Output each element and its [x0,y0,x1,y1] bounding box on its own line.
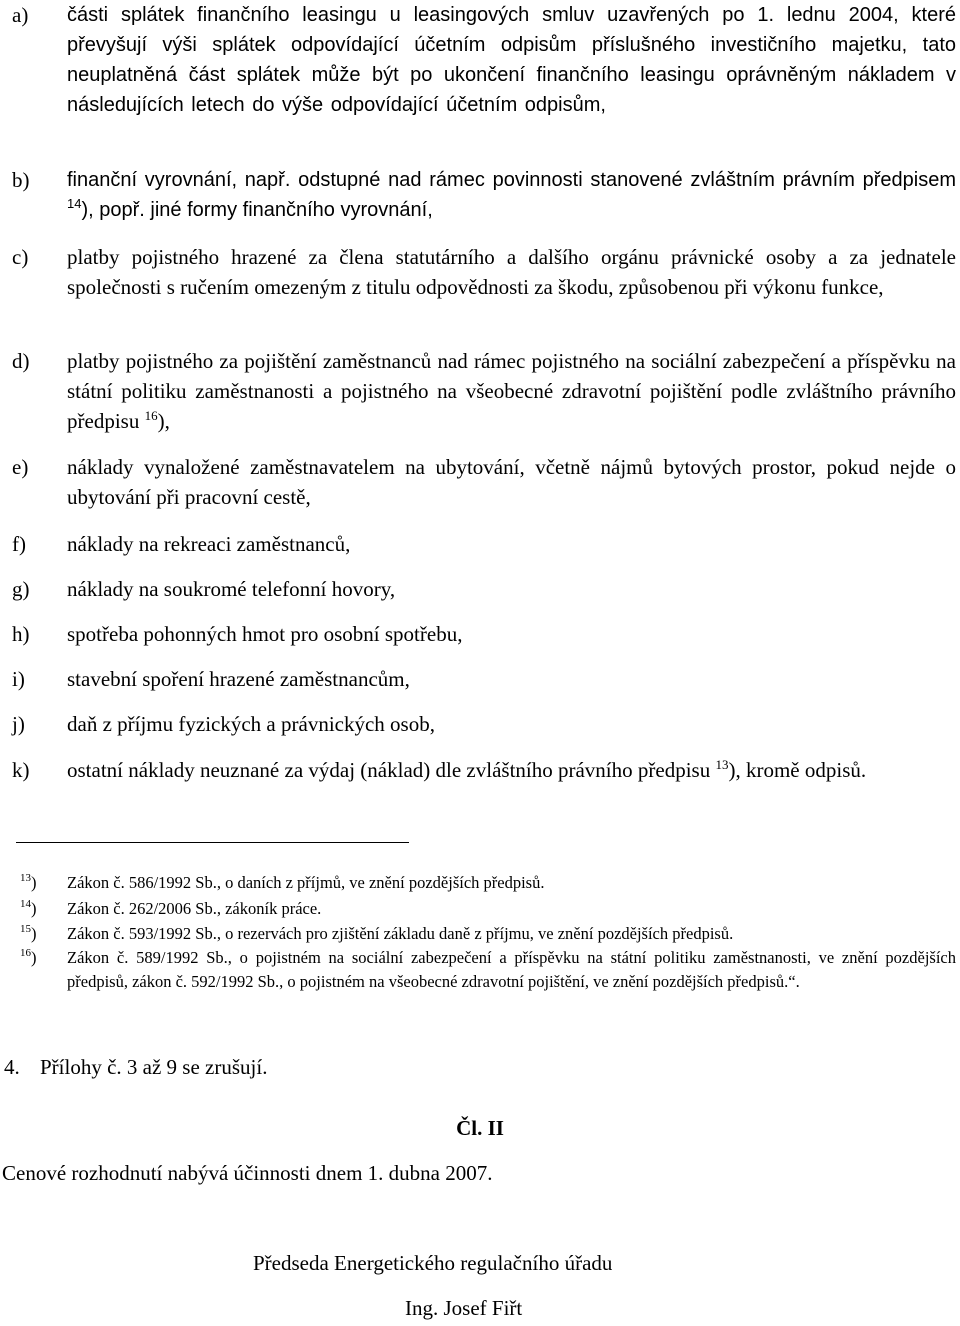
footnote-number: $^{14}$) [20,898,37,918]
item-text: náklady na rekreaci zaměstnanců, [67,532,351,556]
item-label: i) [12,667,25,691]
footnote-number: $^{15}$) [20,923,37,943]
footnote-text: Zákon č. 586/1992 Sb., o daních z příjmů, ve znění pozdějších předpisů. [67,873,545,892]
item-text: spotřeba pohonných hmot pro osobní spotřebu, [67,622,463,646]
footnote-ref: 14 [67,196,82,211]
article-heading: Čl. II [456,1116,504,1140]
footnote-number: $^{13}$) [20,872,37,892]
footnote-number: $^{16}$) [20,947,37,967]
item-text: stavební spoření hrazené zaměstnancům, [67,667,410,691]
item-text-part: finanční vyrovnání, např. odstupné nad rámec povinnosti stanovené zvláštním právním předpisem [67,169,956,191]
footnote-text: Zákon č. 593/1992 Sb., o rezervách pro zjištění základu daně z příjmu, ve znění pozdějších předpisů. [67,924,734,943]
point-number: 4. [4,1055,20,1079]
item-label: f) [12,532,26,556]
item-text: části splátek finančního leasingu u leasingových smluv uzavřených po 1. lednu 2004, které převyšují výši splátek odpovídající účetním odpisům příslušného investičního majetku, tato neuplatněná část splátek může být po ukončení finančního leasingu oprávněným nákladem v následujících letech do výše odpovídající účetním odpisům, [67,4,956,116]
signature-role: Předseda Energetického regulačního úřadu [253,1251,613,1275]
item-label: g) [12,577,30,601]
footnote-text: Zákon č. 589/1992 Sb., o pojistném na sociální zabezpečení a příspěvku na státní politiku zaměstnanosti, ve znění pozdějších předpisů, zákon č. 592/1992 Sb., o pojistném na všeobecné zdravotní pojištění, ve znění pozdějších předpisů.“. [67,948,956,991]
effective-date: Cenové rozhodnutí nabývá účinnosti dnem 1. dubna 2007. [2,1161,493,1185]
item-text: platby pojistného hrazené za člena statutárního a dalšího orgánu právnické osoby a za jednatele společnosti s ručením omezeným z titulu odpovědnosti za škodu, způsobenou při výkonu funkce, [67,245,956,299]
item-text: náklady vynaložené zaměstnavatelem na ubytování, včetně nájmů bytových prostor, pokud nejde o ubytování při pracovní cestě, [67,455,956,509]
item-label: c) [12,245,29,269]
item-text-part: ), [157,409,170,433]
item-text [67,346,956,436]
footnote-ref: 16 [144,408,158,423]
point-4 [4,1052,20,1082]
item-text-part: ostatní náklady neuznané za výdaj (náklad) dle zvláštního právního předpisu [67,758,711,782]
footnote-ref: 13 [715,757,729,772]
item-text: náklady na soukromé telefonní hovory, [67,577,396,601]
item-text [67,165,956,225]
item-text-part: ), kromě odpisů. [728,758,867,782]
item-label: j) [12,712,25,736]
item-text: daň z příjmu fyzických a právnických osob, [67,712,435,736]
item-label: b) [12,168,30,192]
item-text-part: ), popř. jiné formy finančního vyrovnání, [81,199,433,221]
item-label: a) [12,3,29,27]
footnote-divider [16,842,409,843]
item-text [67,755,956,785]
point-4-text: Přílohy č. 3 až 9 se zrušují. [40,1055,268,1079]
item-label: k) [12,758,30,782]
item-label: d) [12,349,30,373]
signature-name: Ing. Josef Fiřt [405,1296,523,1320]
item-text-part: platby pojistného za pojištění zaměstnanců nad rámec pojistného na sociální zabezpečení a příspěvku na státní politiku zaměstnanosti a pojistného na všeobecné zdravotní pojištění podle zvláštního právního předpisu [67,349,956,433]
item-label: e) [12,455,29,479]
footnote-text: Zákon č. 262/2006 Sb., zákoník práce. [67,899,322,918]
item-label: h) [12,622,30,646]
